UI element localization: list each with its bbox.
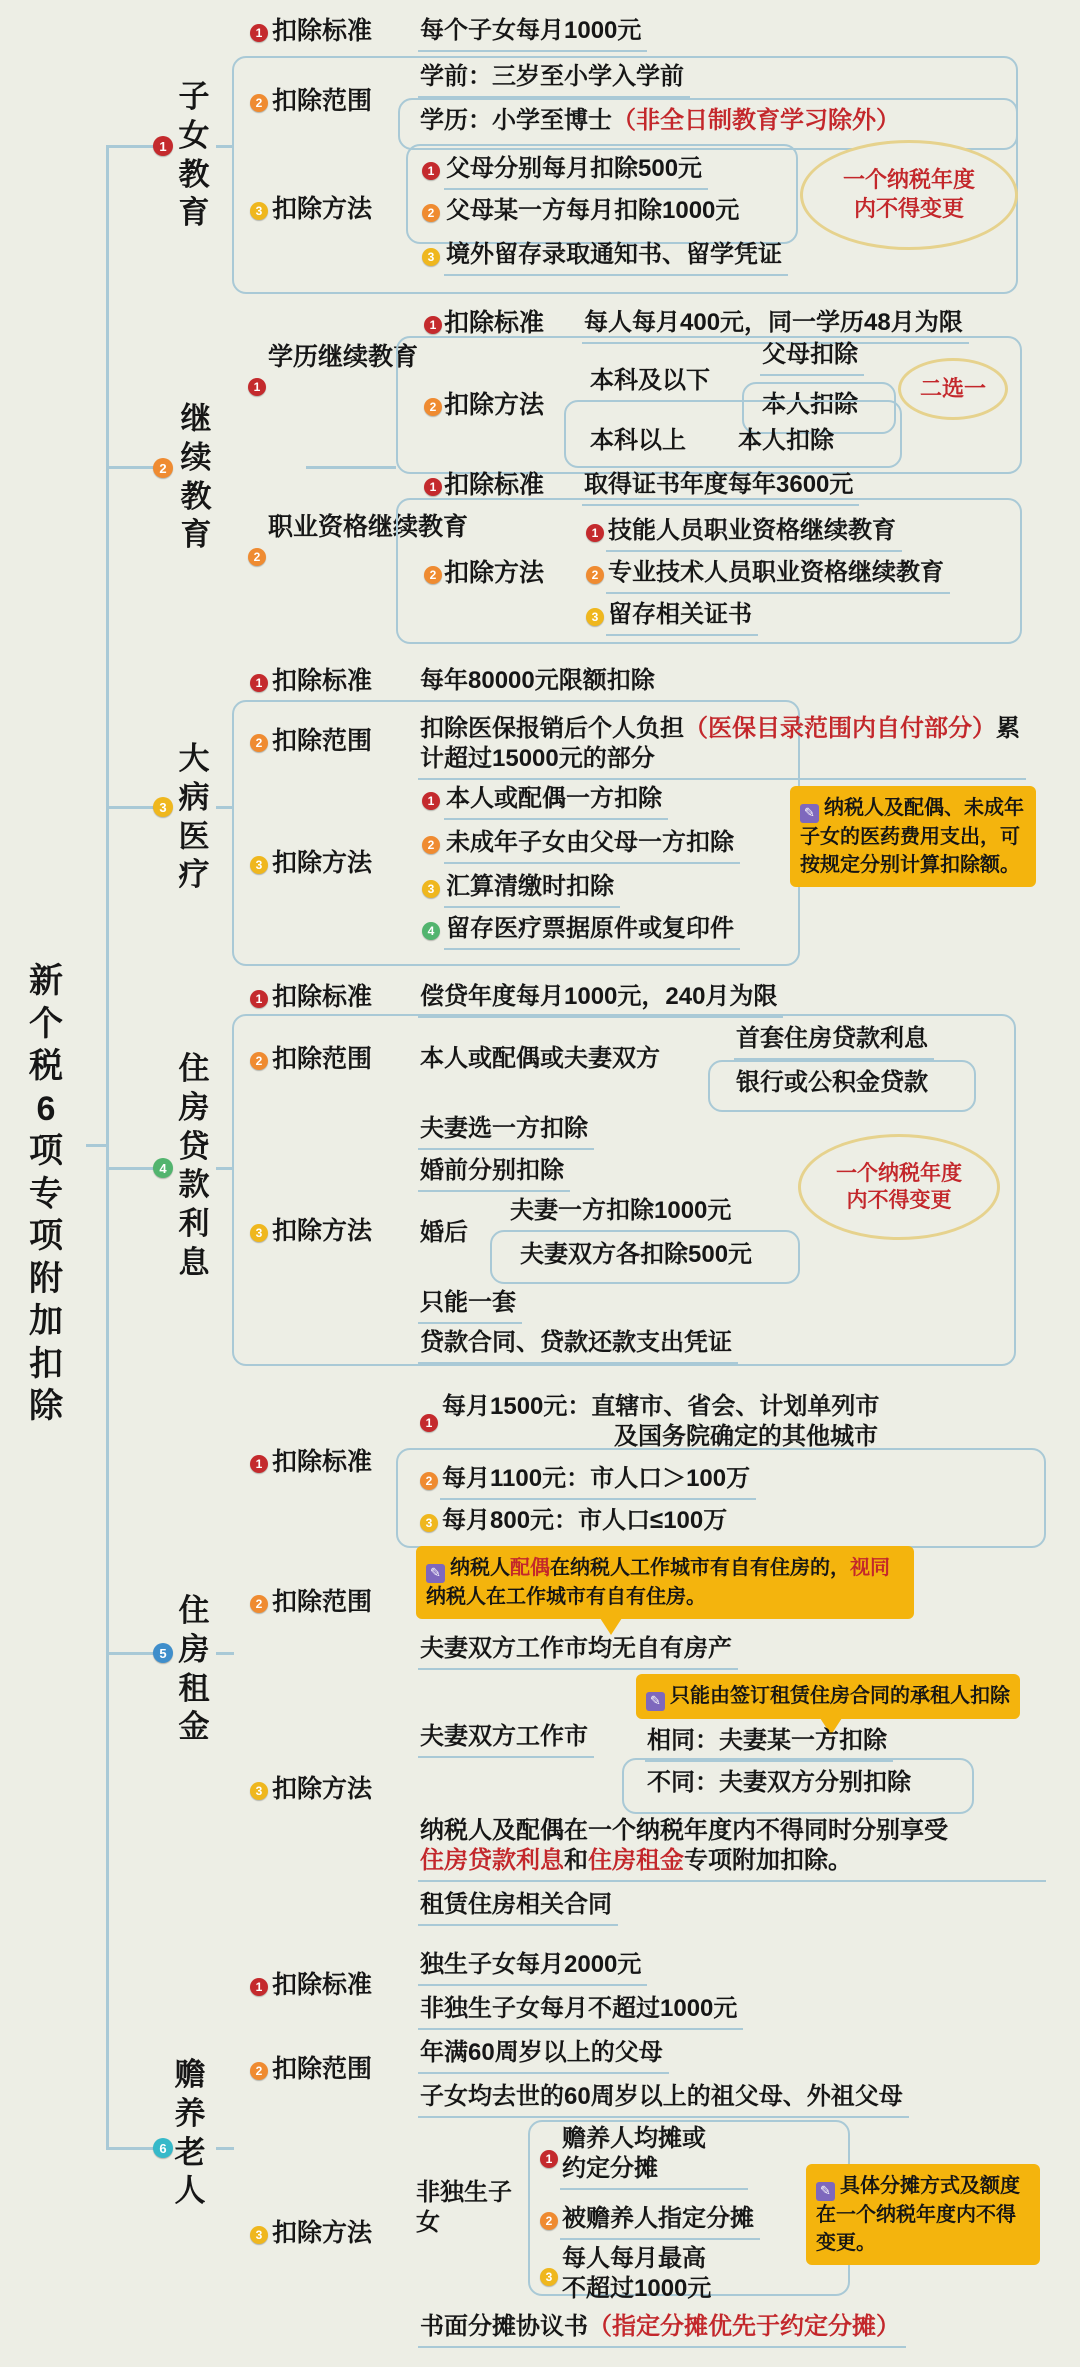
s1-method-item-3: 境外留存录取通知书、留学凭证 [444, 240, 788, 276]
s1-method-badge: 3 [250, 202, 268, 220]
s2-edu-method-badge: 2 [424, 398, 442, 416]
s4-scope-label: 扣除范围 [272, 1045, 373, 1073]
s4-scope-value: 本人或配偶或夫妻双方 [420, 1045, 660, 1072]
s4-ellipse-line1: 一个纳税年度 [836, 1161, 962, 1185]
s1-std-label: 扣除标准 [272, 17, 373, 45]
s6-group-label: 非独生子女 [416, 2179, 512, 2236]
s1-method-label: 扣除方法 [272, 195, 373, 223]
s5-m1-opt-diff: 不同：夫妻双方分别扣除 [647, 1769, 911, 1796]
s3-method-item-2: 未成年子女由父母一方扣除 [444, 828, 740, 864]
s2-prof-label: 职业资格继续教育 [268, 513, 469, 541]
s6-method-item-2: 被赡养人指定分摊 [560, 2204, 760, 2240]
s2-edu-std-badge: 1 [424, 316, 442, 334]
s2-edu-above-bachelor: 本科以上 [590, 427, 686, 454]
s6-m1-badge: 1 [540, 2150, 558, 2168]
s1-scope-education [418, 106, 906, 140]
note-pencil-icon: ✎ [426, 1564, 445, 1583]
s6-m1-line1: 赡养人均摊或 [562, 2125, 706, 2152]
s5-note-2 [636, 1674, 1020, 1719]
s4-method-label: 扣除方法 [272, 1217, 373, 1245]
s6-method-item-3 [560, 2244, 748, 2308]
s2-prof-method-label: 扣除方法 [444, 559, 545, 587]
s4-scope-opt-1: 首套住房贷款利息 [734, 1024, 934, 1060]
s2-prof-method-item-1: 技能人员职业资格继续教育 [606, 516, 902, 552]
branch-5-badge: 5 [153, 1643, 173, 1663]
s5-std2-badge: 2 [420, 1472, 438, 1490]
s6-m1-line2: 约定分摊 [562, 2155, 658, 2182]
s6-scope-item-2: 子女均去世的60周岁以上的祖父母、外祖父母 [418, 2082, 909, 2118]
s5-note-1-tail [600, 1618, 622, 1635]
branch-4-label: 住房贷款利息 [178, 1051, 210, 1280]
s3-scope-value [418, 714, 1026, 780]
s2-prof-method-badge: 2 [424, 566, 442, 584]
s5-note1-r2: 视同 [850, 1557, 890, 1579]
s1-std-value: 每个子女每月1000元 [418, 16, 647, 52]
s5-std-badge: 1 [250, 1455, 268, 1473]
s6-method-badge: 3 [250, 2226, 268, 2244]
s3-std-label: 扣除标准 [272, 667, 373, 695]
s6-std-badge: 1 [250, 1978, 268, 1996]
branch-4-badge: 4 [153, 1158, 173, 1178]
s2-edu-above-opt: 本人扣除 [738, 427, 834, 454]
note-pencil-icon: ✎ [646, 1692, 665, 1711]
s2-edu-std-value: 每人每月400元，同一学历48月为限 [582, 308, 969, 344]
s2-note-ellipse [898, 358, 1008, 420]
s4-scope-opt-2: 银行或公积金贷款 [736, 1069, 928, 1096]
s4-note-ellipse [798, 1134, 1000, 1240]
s2-edu-std-label: 扣除标准 [444, 309, 545, 337]
s3-m4-badge: 4 [422, 922, 440, 940]
s5-note1-b3: 纳税人在工作城市有自有住房。 [426, 1585, 706, 1608]
s5-std-label: 扣除标准 [272, 1448, 373, 1476]
s2-ellipse-text: 二选一 [919, 375, 986, 401]
s2-prof-std-badge: 1 [424, 478, 442, 496]
s1-ellipse-line1: 一个纳税年度 [842, 167, 975, 193]
s5-std-item-3: 每月800元：市人口≤100万 [442, 1507, 728, 1534]
s4-std-label: 扣除标准 [272, 983, 373, 1011]
s6-method-item-4 [418, 2312, 906, 2348]
s5-m2-b2: 和 [564, 1847, 588, 1874]
s2-prof-std-label: 扣除标准 [444, 471, 545, 499]
s5-method-item-1: 夫妻双方工作市 [418, 1722, 594, 1758]
s4-married-opt-2: 夫妻双方各扣除500元 [520, 1241, 753, 1268]
s2-prof-m3-badge: 3 [586, 608, 604, 626]
s3-scope-badge: 2 [250, 734, 268, 752]
connector-line [216, 1652, 234, 1655]
connector-line [216, 2147, 234, 2150]
s1-m3-badge: 3 [422, 248, 440, 266]
s1-m2-badge: 2 [422, 204, 440, 222]
s1-scope-badge: 2 [250, 94, 268, 112]
s1-ellipse-line2: 内不得变更 [853, 196, 964, 221]
connector-line [106, 145, 156, 148]
s1-note-ellipse [800, 140, 1018, 250]
s5-note1-b2: 在纳税人工作城市有自有住房的， [550, 1557, 850, 1579]
s5-method-badge: 3 [250, 1782, 268, 1800]
s6-method-label: 扣除方法 [272, 2219, 373, 2247]
s5-m2-line1: 纳税人及配偶在一个纳税年度内不得同时分别享受 [420, 1817, 948, 1844]
s3-scope-part1: 扣除医保报销后个人负担 [420, 715, 684, 742]
s6-m4-black: 书面分摊协议书 [420, 2313, 588, 2340]
s3-method-label: 扣除方法 [272, 849, 373, 877]
connector-line [306, 466, 396, 469]
s3-scope-label: 扣除范围 [272, 727, 373, 755]
s2-edu-label: 学历继续教育 [268, 343, 419, 371]
s5-m2-red2: 住房租金 [588, 1847, 684, 1874]
s3-scope-part2: 累计超过15000元的部分 [420, 715, 1020, 772]
spine-line [106, 147, 109, 2148]
branch-1-label: 子女教育 [178, 79, 210, 231]
s4-scope-badge: 2 [250, 1052, 268, 1070]
note-pencil-icon: ✎ [800, 804, 819, 823]
s3-method-item-1: 本人或配偶一方扣除 [444, 784, 668, 820]
s6-m3-line2: 不超过1000元 [562, 2275, 712, 2302]
s6-scope-badge: 2 [250, 2062, 268, 2080]
s4-method-item-4: 只能一套 [418, 1288, 522, 1324]
connector-line [106, 466, 156, 469]
s5-m2-b3: 专项附加扣除。 [684, 1847, 852, 1874]
s2-prof-std-value: 取得证书年度每年3600元 [582, 470, 859, 506]
s6-scope-item-1: 年满60周岁以上的父母 [418, 2038, 669, 2074]
s6-note [806, 2164, 1040, 2265]
branch-3-badge: 3 [153, 797, 173, 817]
s5-scope-label: 扣除范围 [272, 1588, 373, 1616]
s5-m1-opt-same: 相同：夫妻某一方扣除 [645, 1726, 893, 1762]
s3-scope-red: （医保目录范围内自付部分） [684, 715, 996, 742]
s5-scope-badge: 2 [250, 1595, 268, 1613]
s3-note-text: 纳税人及配偶、未成年子女的医药费用支出，可按规定分别计算扣除额。 [800, 797, 1024, 876]
s6-m3-badge: 3 [540, 2268, 558, 2286]
s3-note [790, 786, 1036, 887]
branch-5-label: 住房租金 [178, 1593, 210, 1745]
s6-std-label: 扣除标准 [272, 1971, 373, 1999]
s2-prof-badge: 2 [248, 548, 266, 566]
connector-line [106, 1652, 156, 1655]
s5-note2-text: 只能由签订租赁住房合同的承租人扣除 [670, 1685, 1010, 1707]
s3-method-item-4: 留存医疗票据原件或复印件 [444, 914, 740, 950]
s6-m2-badge: 2 [540, 2212, 558, 2230]
s5-m2-line2 [420, 1846, 1040, 1876]
s2-prof-method-item-2: 专业技术人员职业资格继续教育 [606, 558, 950, 594]
connector-line [106, 1167, 156, 1170]
s6-m4-red: （指定分摊优先于约定分摊） [588, 2313, 900, 2340]
root-connector-line [86, 1144, 108, 1147]
s6-method-item-1 [560, 2124, 748, 2190]
s3-std-value: 每年80000元限额扣除 [418, 666, 661, 702]
note-pencil-icon: ✎ [816, 2182, 835, 2201]
s5-note1-b1: 纳税人 [450, 1557, 510, 1579]
branch-2-label: 继续教育 [180, 401, 212, 553]
s5-std1-line2: 及国务院确定的其他城市 [614, 1423, 878, 1450]
s2-prof-m2-badge: 2 [586, 566, 604, 584]
connector-line [106, 806, 156, 809]
s1-scope-label: 扣除范围 [272, 87, 373, 115]
s5-m2-red1: 住房贷款利息 [420, 1847, 564, 1874]
s5-method-item-2 [418, 1816, 1046, 1882]
s1-scope-education-text: 学历：小学至博士 [420, 107, 612, 134]
branch-2-badge: 2 [153, 458, 173, 478]
s4-std-value: 偿贷年度每月1000元，240月为限 [418, 982, 783, 1018]
s2-edu-badge: 1 [248, 378, 266, 396]
s5-std1-badge: 1 [420, 1414, 438, 1432]
s3-m3-badge: 3 [422, 880, 440, 898]
s6-scope-label: 扣除范围 [272, 2055, 373, 2083]
s4-ellipse-line2: 内不得变更 [846, 1189, 952, 1212]
s5-std3-badge: 3 [420, 1514, 438, 1532]
s1-method-item-2: 父母某一方每月扣除1000元 [446, 197, 740, 224]
s5-std-item-1 [440, 1392, 885, 1456]
s5-std-item-2: 每月1100元：市人口＞100万 [440, 1464, 756, 1500]
branch-6-label: 赡养老人 [174, 2057, 206, 2209]
s2-edu-opt-parents: 父母扣除 [760, 340, 864, 376]
s5-scope-value: 夫妻双方工作市均无自有房产 [418, 1634, 738, 1670]
s2-edu-method-label: 扣除方法 [444, 391, 545, 419]
s4-method-item-1: 夫妻选一方扣除 [418, 1114, 594, 1150]
s2-prof-method-item-3: 留存相关证书 [606, 600, 758, 636]
s1-method-item-1: 父母分别每月扣除500元 [444, 154, 708, 190]
s2-edu-below-bachelor: 本科及以下 [590, 367, 710, 394]
s2-prof-m1-badge: 1 [586, 524, 604, 542]
s6-std-item-2: 非独生子女每月不超过1000元 [418, 1994, 743, 2030]
s4-method-item-5: 贷款合同、贷款还款支出凭证 [418, 1328, 738, 1364]
s3-m1-badge: 1 [422, 792, 440, 810]
branch-6-badge: 6 [153, 2138, 173, 2158]
s3-std-badge: 1 [250, 674, 268, 692]
s3-method-item-3: 汇算清缴时扣除 [444, 872, 620, 908]
root-topic: 新个税6项专项附加扣除 [29, 962, 63, 1425]
s4-method-badge: 3 [250, 1224, 268, 1242]
s1-m1-badge: 1 [422, 162, 440, 180]
s4-std-badge: 1 [250, 990, 268, 1008]
branch-3-label: 大病医疗 [178, 741, 210, 893]
s5-note-1 [416, 1546, 914, 1619]
s2-edu-opt-self: 本人扣除 [762, 391, 858, 418]
s4-married-opt-1: 夫妻一方扣除1000元 [508, 1196, 737, 1232]
s5-method-label: 扣除方法 [272, 1775, 373, 1803]
s6-std-item-1: 独生子女每月2000元 [418, 1950, 647, 1986]
s4-married-label: 婚后 [420, 1219, 468, 1246]
s3-method-badge: 3 [250, 856, 268, 874]
s1-std-badge: 1 [250, 24, 268, 42]
s6-m3-line1: 每人每月最高 [562, 2245, 706, 2272]
s6-note-text: 具体分摊方式及额度在一个纳税年度内不得变更。 [816, 2175, 1020, 2254]
branch-1-badge: 1 [153, 136, 173, 156]
s1-scope-education-note: （非全日制教育学习除外） [612, 107, 900, 134]
s4-method-item-2: 婚前分别扣除 [418, 1156, 570, 1192]
s1-scope-preschool: 学前：三岁至小学入学前 [418, 62, 690, 98]
s3-m2-badge: 2 [422, 836, 440, 854]
connector-line [106, 2147, 156, 2150]
s5-method-item-3: 租赁住房相关合同 [418, 1890, 618, 1926]
s5-std1-line1: 每月1500元：直辖市、省会、计划单列市 [442, 1393, 880, 1420]
s5-note1-r1: 配偶 [510, 1557, 550, 1579]
